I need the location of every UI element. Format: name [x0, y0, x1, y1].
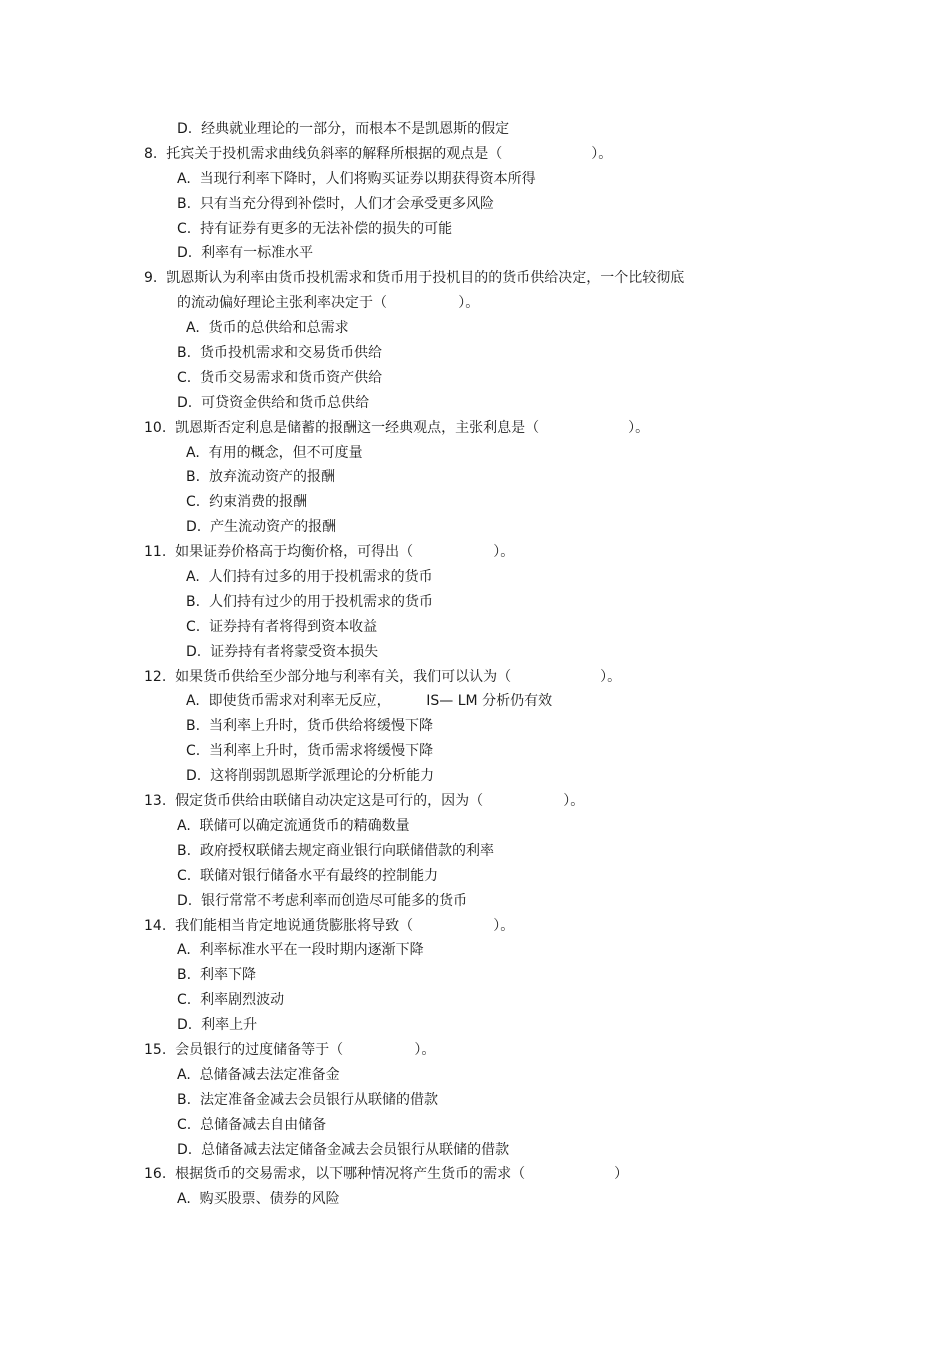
option-line: D. 可贷资金供给和货币总供给: [177, 394, 370, 411]
option-line: C. 联储对银行储备水平有最终的控制能力: [177, 867, 439, 884]
option-line: C. 总储备减去自由储备: [177, 1116, 327, 1133]
option-line: D. 利率上升: [177, 1017, 258, 1034]
option-line: A. 利率标准水平在一段时期内逐渐下降: [177, 942, 424, 959]
question-line: 9. 凯恩斯认为利率由货币投机需求和货币用于投机目的的货币供给决定，一个比较彻底: [144, 270, 685, 287]
option-line: C. 当利率上升时，货币需求将缓慢下降: [186, 743, 434, 760]
option-line: B. 法定准备金减去会员银行从联储的借款: [177, 1091, 438, 1108]
option-line: A. 当现行利率下降时，人们将购买证券以期获得资本所得: [177, 170, 536, 187]
option-line: C. 持有证券有更多的无法补偿的损失的可能: [177, 220, 453, 237]
option-line: D. 总储备减去法定储备金减去会员银行从联储的借款: [177, 1141, 510, 1158]
question-line: 11. 如果证券价格高于均衡价格，可得出（ ）。: [144, 544, 515, 561]
option-line: C. 货币交易需求和货币资产供给: [177, 369, 383, 386]
question-line: 13. 假定货币供给由联储自动决定这是可行的，因为（ ）。: [144, 793, 585, 810]
option-line: B. 政府授权联储去规定商业银行向联储借款的利率: [177, 842, 494, 859]
question-line: 15. 会员银行的过度储备等于（ ）。: [144, 1041, 436, 1058]
option-line: A. 货币的总供给和总需求: [186, 320, 349, 337]
option-line: A. 总储备减去法定准备金: [177, 1066, 340, 1083]
question-continuation-line: 的流动偏好理论主张利率决定于（ ）。: [177, 295, 480, 312]
question-line: 14. 我们能相当肯定地说通货膨胀将导致（ ）。: [144, 917, 515, 934]
option-line: D. 利率有一标准水平: [177, 245, 314, 262]
option-line: D. 证券持有者将蒙受资本损失: [186, 643, 379, 660]
option-line: A. 购买股票、债券的风险: [177, 1191, 340, 1208]
document-page: [0, 117, 950, 1212]
option-line: C. 约束消费的报酬: [186, 494, 308, 511]
option-line: D. 这将削弱凯恩斯学派理论的分析能力: [186, 768, 435, 785]
option-line: D. 经典就业理论的一部分，而根本不是凯恩斯的假定: [177, 121, 510, 137]
option-line: B. 货币投机需求和交易货币供给: [177, 345, 382, 362]
option-line: B. 人们持有过少的用于投机需求的货币: [186, 593, 433, 610]
question-line: 10. 凯恩斯否定利息是储蓄的报酬这一经典观点，主张利息是（ ）。: [144, 419, 650, 436]
question-line: 8. 托宾关于投机需求曲线负斜率的解释所根据的观点是（ ）。: [144, 145, 613, 162]
option-line: C. 证券持有者将得到资本收益: [186, 618, 378, 635]
option-line: A. 即使货币需求对利率无反应， IS— LM 分析仍有效: [186, 693, 553, 710]
question-line: 12. 如果货币供给至少部分地与利率有关，我们可以认为（ ）。: [144, 668, 622, 685]
option-line: B. 当利率上升时，货币供给将缓慢下降: [186, 718, 433, 735]
question-line: 16. 根据货币的交易需求，以下哪种情况将产生货币的需求（ ）: [144, 1166, 629, 1183]
option-line: A. 联储可以确定流通货币的精确数量: [177, 817, 410, 834]
option-line: A. 人们持有过多的用于投机需求的货币: [186, 569, 433, 586]
option-line: D. 产生流动资产的报酬: [186, 519, 337, 536]
option-line: C. 利率剧烈波动: [177, 992, 285, 1009]
option-line: B. 只有当充分得到补偿时，人们才会承受更多风险: [177, 195, 494, 212]
option-line: D. 银行常常不考虑利率而创造尽可能多的货币: [177, 892, 468, 909]
option-line: B. 放弃流动资产的报酬: [186, 469, 335, 486]
option-line: B. 利率下降: [177, 967, 256, 984]
option-line: A. 有用的概念，但不可度量: [186, 444, 363, 461]
